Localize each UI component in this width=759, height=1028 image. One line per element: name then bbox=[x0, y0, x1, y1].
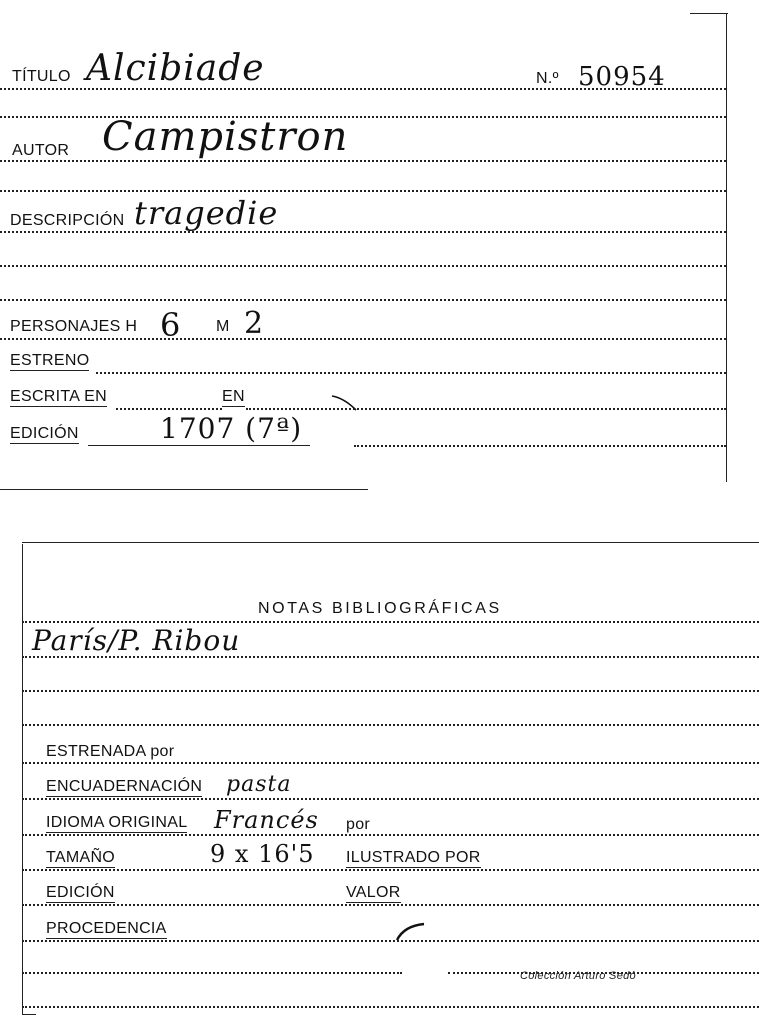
numero-value: 50954 bbox=[578, 62, 666, 92]
notas-rule-3 bbox=[22, 690, 759, 692]
en-label: EN bbox=[222, 388, 245, 405]
notas-value: París/P. Ribou bbox=[32, 624, 241, 657]
estreno-rule bbox=[96, 372, 726, 374]
procedencia-label: PROCEDENCIA bbox=[46, 920, 167, 937]
descripcion-rule-2 bbox=[0, 265, 726, 267]
encuadernacion-rule bbox=[22, 798, 759, 800]
edicion-rule bbox=[88, 445, 310, 446]
card1-bottom-border bbox=[0, 489, 368, 490]
escrita-en-rule bbox=[116, 408, 222, 410]
tamano-label: TAMAÑO bbox=[46, 849, 116, 866]
personajes-label: PERSONAJES H bbox=[10, 318, 138, 335]
descripcion-label: DESCRIPCIÓN bbox=[10, 212, 125, 229]
estrenada-rule bbox=[22, 762, 759, 764]
autor-rule-2 bbox=[0, 190, 726, 192]
idioma-label: IDIOMA ORIGINAL bbox=[46, 814, 188, 831]
tamano-rule bbox=[22, 869, 759, 871]
en-rule bbox=[246, 408, 726, 410]
estrenada-label: ESTRENADA por bbox=[46, 743, 175, 760]
edicion2-rule bbox=[22, 904, 759, 906]
ilustrado-label: ILUSTRADO POR bbox=[346, 849, 481, 866]
card1-right-border bbox=[726, 14, 727, 482]
titulo-label: TÍTULO bbox=[12, 68, 71, 85]
idioma-value: Francés bbox=[214, 806, 319, 834]
descripcion-rule bbox=[0, 231, 726, 233]
notas-rule-4 bbox=[22, 724, 759, 726]
edicion-value: 1707 (7ª) bbox=[160, 412, 303, 445]
pen-stroke-mark-2 bbox=[394, 920, 430, 944]
edicion-rule-2 bbox=[354, 445, 726, 447]
notas-rule-2 bbox=[22, 656, 759, 658]
personajes-h-value: 6 bbox=[160, 306, 182, 344]
autor-value: Campistron bbox=[102, 114, 349, 160]
autor-label: AUTOR bbox=[12, 142, 70, 159]
card2-top-border bbox=[22, 542, 759, 543]
autor-rule bbox=[0, 160, 726, 162]
personajes-rule bbox=[0, 338, 726, 340]
titulo-rule bbox=[0, 88, 726, 90]
estreno-label: ESTRENO bbox=[10, 352, 90, 369]
edicion-label: EDICIÓN bbox=[10, 425, 79, 442]
collection-credit: Colección Arturo Sedó bbox=[520, 970, 636, 982]
numero-label: N.º bbox=[536, 70, 559, 87]
por-label: por bbox=[346, 816, 371, 833]
card2-bottom-corner bbox=[22, 1014, 36, 1015]
idioma-rule bbox=[22, 834, 759, 836]
edicion2-label: EDICIÓN bbox=[46, 884, 115, 901]
descripcion-value: tragedie bbox=[134, 194, 279, 232]
procedencia-rule bbox=[22, 940, 759, 942]
card2-left-border bbox=[22, 544, 23, 1014]
encuadernacion-value: pasta bbox=[226, 772, 292, 797]
descripcion-rule-3 bbox=[0, 299, 726, 301]
footer-rule-3 bbox=[22, 1006, 759, 1008]
valor-label: VALOR bbox=[346, 884, 401, 901]
personajes-m-label: M bbox=[216, 318, 230, 335]
personajes-m-value: 2 bbox=[244, 306, 265, 341]
pen-stroke-mark bbox=[330, 392, 360, 414]
escrita-en-label: ESCRITA EN bbox=[10, 388, 107, 405]
tamano-value: 9 x 16'5 bbox=[210, 840, 315, 868]
notas-rule bbox=[22, 621, 759, 623]
card1-top-corner bbox=[690, 13, 728, 14]
notas-heading: NOTAS BIBLIOGRÁFICAS bbox=[258, 600, 502, 617]
titulo-value: Alcibiade bbox=[86, 48, 265, 89]
footer-rule bbox=[22, 972, 402, 974]
encuadernacion-label: ENCUADERNACIÓN bbox=[46, 778, 203, 795]
